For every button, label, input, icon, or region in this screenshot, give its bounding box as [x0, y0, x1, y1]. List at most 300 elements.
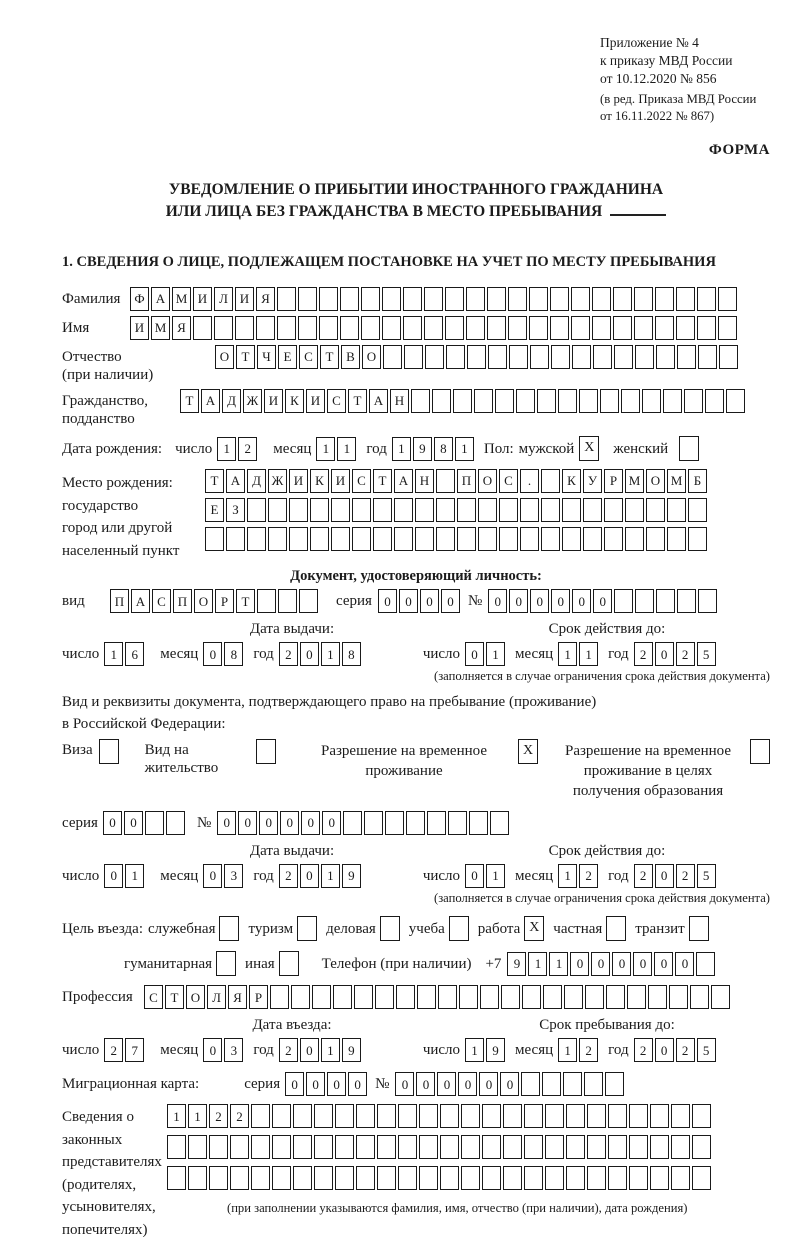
char-box[interactable]: Р — [604, 469, 623, 493]
char-box[interactable]: 1 — [321, 642, 340, 666]
char-box[interactable]: А — [131, 589, 150, 613]
char-box[interactable] — [340, 316, 359, 340]
char-box[interactable] — [383, 345, 402, 369]
char-box[interactable] — [440, 1166, 459, 1190]
char-box[interactable] — [314, 1135, 333, 1159]
char-box[interactable] — [398, 1135, 417, 1159]
char-box[interactable] — [230, 1135, 249, 1159]
char-box[interactable]: 1 — [558, 1038, 577, 1062]
char-box[interactable] — [655, 287, 674, 311]
char-box[interactable] — [583, 527, 602, 551]
char-box[interactable]: 1 — [558, 642, 577, 666]
char-box[interactable] — [373, 498, 392, 522]
char-box[interactable] — [592, 287, 611, 311]
char-box[interactable] — [600, 389, 619, 413]
char-box[interactable] — [167, 1166, 186, 1190]
char-box[interactable] — [453, 389, 472, 413]
char-box[interactable] — [209, 1166, 228, 1190]
char-box[interactable] — [543, 985, 562, 1009]
char-box[interactable] — [398, 1166, 417, 1190]
char-box[interactable]: 2 — [238, 437, 257, 461]
char-box[interactable]: К — [310, 469, 329, 493]
char-box[interactable] — [524, 1104, 543, 1128]
char-box[interactable] — [440, 1104, 459, 1128]
char-box[interactable] — [520, 498, 539, 522]
char-box[interactable]: Т — [180, 389, 199, 413]
char-box[interactable]: 1 — [337, 437, 356, 461]
purpose-private-checkbox[interactable] — [606, 916, 626, 941]
char-box[interactable]: А — [151, 287, 170, 311]
char-box[interactable] — [508, 316, 527, 340]
char-box[interactable] — [545, 1166, 564, 1190]
purpose-other-checkbox[interactable] — [279, 951, 299, 976]
char-box[interactable] — [373, 527, 392, 551]
char-box[interactable]: 1 — [217, 437, 236, 461]
char-box[interactable] — [508, 287, 527, 311]
char-box[interactable] — [272, 1135, 291, 1159]
char-box[interactable] — [629, 1104, 648, 1128]
char-box[interactable]: М — [151, 316, 170, 340]
char-box[interactable] — [677, 589, 696, 613]
char-box[interactable] — [587, 1135, 606, 1159]
char-box[interactable] — [530, 345, 549, 369]
temp-residence-education-checkbox[interactable] — [750, 739, 770, 764]
char-box[interactable] — [688, 527, 707, 551]
char-box[interactable] — [509, 345, 528, 369]
char-box[interactable] — [291, 985, 310, 1009]
char-box[interactable] — [293, 1166, 312, 1190]
char-box[interactable] — [692, 1104, 711, 1128]
char-box[interactable] — [205, 527, 224, 551]
char-box[interactable] — [356, 1135, 375, 1159]
char-box[interactable] — [394, 527, 413, 551]
char-box[interactable] — [214, 316, 233, 340]
char-box[interactable] — [698, 589, 717, 613]
char-box[interactable] — [650, 1135, 669, 1159]
char-box[interactable] — [459, 985, 478, 1009]
char-box[interactable]: И — [264, 389, 283, 413]
char-box[interactable] — [516, 389, 535, 413]
char-box[interactable]: 0 — [203, 864, 222, 888]
char-box[interactable]: А — [369, 389, 388, 413]
char-box[interactable] — [562, 498, 581, 522]
char-box[interactable] — [520, 527, 539, 551]
char-box[interactable]: 1 — [579, 642, 598, 666]
char-box[interactable] — [587, 1166, 606, 1190]
char-box[interactable]: О — [478, 469, 497, 493]
char-box[interactable] — [310, 498, 329, 522]
char-box[interactable] — [572, 345, 591, 369]
char-box[interactable]: Т — [236, 589, 255, 613]
char-box[interactable] — [676, 316, 695, 340]
char-box[interactable] — [394, 498, 413, 522]
char-box[interactable] — [293, 1104, 312, 1128]
char-box[interactable] — [584, 1072, 603, 1096]
char-box[interactable] — [635, 345, 654, 369]
char-box[interactable] — [461, 1135, 480, 1159]
char-box[interactable] — [411, 389, 430, 413]
char-box[interactable]: Ж — [243, 389, 262, 413]
male-checkbox[interactable]: X — [579, 436, 599, 461]
char-box[interactable] — [541, 498, 560, 522]
char-box[interactable] — [298, 316, 317, 340]
char-box[interactable] — [537, 389, 556, 413]
char-box[interactable] — [440, 1135, 459, 1159]
char-box[interactable] — [696, 952, 715, 976]
char-box[interactable] — [247, 527, 266, 551]
char-box[interactable] — [310, 527, 329, 551]
char-box[interactable] — [445, 287, 464, 311]
female-checkbox[interactable] — [679, 436, 699, 461]
char-box[interactable] — [592, 316, 611, 340]
char-box[interactable]: К — [562, 469, 581, 493]
char-box[interactable] — [319, 316, 338, 340]
char-box[interactable]: 0 — [488, 589, 507, 613]
char-box[interactable] — [270, 985, 289, 1009]
char-box[interactable] — [377, 1166, 396, 1190]
char-box[interactable]: М — [172, 287, 191, 311]
char-box[interactable] — [671, 1104, 690, 1128]
char-box[interactable]: 2 — [579, 864, 598, 888]
char-box[interactable] — [692, 1166, 711, 1190]
char-box[interactable] — [446, 345, 465, 369]
char-box[interactable]: Ж — [268, 469, 287, 493]
char-box[interactable]: Я — [172, 316, 191, 340]
char-box[interactable] — [522, 985, 541, 1009]
char-box[interactable] — [415, 527, 434, 551]
char-box[interactable]: О — [194, 589, 213, 613]
char-box[interactable] — [667, 527, 686, 551]
char-box[interactable] — [235, 316, 254, 340]
char-box[interactable]: 0 — [416, 1072, 435, 1096]
char-box[interactable]: 0 — [395, 1072, 414, 1096]
char-box[interactable] — [585, 985, 604, 1009]
char-box[interactable] — [289, 527, 308, 551]
char-box[interactable] — [542, 1072, 561, 1096]
char-box[interactable]: 0 — [551, 589, 570, 613]
char-box[interactable]: С — [352, 469, 371, 493]
char-box[interactable]: 1 — [528, 952, 547, 976]
char-box[interactable] — [545, 1135, 564, 1159]
char-box[interactable] — [448, 811, 467, 835]
char-box[interactable] — [646, 527, 665, 551]
char-box[interactable] — [482, 1166, 501, 1190]
char-box[interactable]: П — [457, 469, 476, 493]
char-box[interactable] — [656, 589, 675, 613]
char-box[interactable] — [566, 1135, 585, 1159]
char-box[interactable] — [364, 811, 383, 835]
char-box[interactable]: Л — [207, 985, 226, 1009]
char-box[interactable] — [541, 469, 560, 493]
char-box[interactable] — [629, 1166, 648, 1190]
char-box[interactable]: 3 — [224, 1038, 243, 1062]
char-box[interactable]: 0 — [479, 1072, 498, 1096]
char-box[interactable]: 0 — [285, 1072, 304, 1096]
char-box[interactable] — [550, 316, 569, 340]
char-box[interactable] — [445, 316, 464, 340]
char-box[interactable] — [499, 527, 518, 551]
char-box[interactable]: 0 — [655, 642, 674, 666]
char-box[interactable]: 1 — [455, 437, 474, 461]
purpose-transit-checkbox[interactable] — [689, 916, 709, 941]
char-box[interactable] — [719, 345, 738, 369]
char-box[interactable]: 1 — [558, 864, 577, 888]
char-box[interactable]: 0 — [500, 1072, 519, 1096]
char-box[interactable] — [396, 985, 415, 1009]
char-box[interactable] — [587, 1104, 606, 1128]
char-box[interactable]: 0 — [593, 589, 612, 613]
char-box[interactable]: 0 — [104, 864, 123, 888]
char-box[interactable]: 0 — [217, 811, 236, 835]
char-box[interactable] — [564, 985, 583, 1009]
char-box[interactable]: 0 — [238, 811, 257, 835]
char-box[interactable] — [419, 1166, 438, 1190]
char-box[interactable] — [482, 1104, 501, 1128]
char-box[interactable] — [403, 316, 422, 340]
char-box[interactable]: И — [289, 469, 308, 493]
char-box[interactable] — [688, 498, 707, 522]
char-box[interactable]: 0 — [675, 952, 694, 976]
char-box[interactable] — [529, 316, 548, 340]
char-box[interactable] — [382, 316, 401, 340]
char-box[interactable] — [566, 1104, 585, 1128]
char-box[interactable] — [427, 811, 446, 835]
char-box[interactable]: 6 — [125, 642, 144, 666]
char-box[interactable] — [343, 811, 362, 835]
char-box[interactable] — [524, 1135, 543, 1159]
char-box[interactable]: 0 — [437, 1072, 456, 1096]
char-box[interactable]: 0 — [300, 642, 319, 666]
char-box[interactable]: 1 — [104, 642, 123, 666]
char-box[interactable]: 2 — [104, 1038, 123, 1062]
char-box[interactable] — [488, 345, 507, 369]
char-box[interactable] — [474, 389, 493, 413]
char-box[interactable] — [625, 527, 644, 551]
char-box[interactable] — [417, 985, 436, 1009]
char-box[interactable] — [377, 1135, 396, 1159]
char-box[interactable] — [298, 287, 317, 311]
char-box[interactable]: 3 — [224, 864, 243, 888]
char-box[interactable] — [314, 1104, 333, 1128]
char-box[interactable] — [167, 1135, 186, 1159]
char-box[interactable] — [692, 1135, 711, 1159]
purpose-official-checkbox[interactable] — [219, 916, 239, 941]
char-box[interactable]: 2 — [634, 642, 653, 666]
char-box[interactable]: 0 — [203, 1038, 222, 1062]
char-box[interactable] — [424, 316, 443, 340]
char-box[interactable] — [404, 345, 423, 369]
char-box[interactable] — [646, 498, 665, 522]
char-box[interactable] — [562, 527, 581, 551]
char-box[interactable]: 1 — [316, 437, 335, 461]
char-box[interactable] — [230, 1166, 249, 1190]
char-box[interactable]: Л — [214, 287, 233, 311]
char-box[interactable]: Ф — [130, 287, 149, 311]
char-box[interactable] — [247, 498, 266, 522]
char-box[interactable] — [650, 1104, 669, 1128]
char-box[interactable]: 1 — [125, 864, 144, 888]
char-box[interactable] — [551, 345, 570, 369]
char-box[interactable] — [608, 1166, 627, 1190]
char-box[interactable] — [354, 985, 373, 1009]
char-box[interactable] — [487, 287, 506, 311]
char-box[interactable] — [432, 389, 451, 413]
char-box[interactable] — [319, 287, 338, 311]
char-box[interactable] — [188, 1166, 207, 1190]
char-box[interactable] — [312, 985, 331, 1009]
purpose-work-checkbox[interactable]: X — [524, 916, 544, 941]
purpose-tourism-checkbox[interactable] — [297, 916, 317, 941]
char-box[interactable]: 2 — [676, 642, 695, 666]
char-box[interactable] — [166, 811, 185, 835]
char-box[interactable]: Т — [348, 389, 367, 413]
char-box[interactable]: Т — [320, 345, 339, 369]
char-box[interactable] — [256, 316, 275, 340]
char-box[interactable] — [698, 345, 717, 369]
char-box[interactable] — [257, 589, 276, 613]
char-box[interactable] — [503, 1104, 522, 1128]
char-box[interactable] — [335, 1104, 354, 1128]
char-box[interactable] — [671, 1166, 690, 1190]
char-box[interactable]: 0 — [300, 1038, 319, 1062]
char-box[interactable]: 0 — [322, 811, 341, 835]
char-box[interactable]: 0 — [378, 589, 397, 613]
char-box[interactable] — [487, 316, 506, 340]
char-box[interactable] — [480, 985, 499, 1009]
char-box[interactable]: 1 — [549, 952, 568, 976]
char-box[interactable] — [385, 811, 404, 835]
char-box[interactable] — [193, 316, 212, 340]
char-box[interactable]: П — [173, 589, 192, 613]
char-box[interactable]: Т — [165, 985, 184, 1009]
char-box[interactable]: Я — [228, 985, 247, 1009]
char-box[interactable]: 0 — [655, 1038, 674, 1062]
char-box[interactable] — [524, 1166, 543, 1190]
char-box[interactable] — [684, 389, 703, 413]
char-box[interactable]: 1 — [321, 1038, 340, 1062]
char-box[interactable]: 2 — [676, 1038, 695, 1062]
char-box[interactable] — [466, 316, 485, 340]
char-box[interactable]: З — [226, 498, 245, 522]
char-box[interactable]: 9 — [342, 864, 361, 888]
char-box[interactable]: 0 — [124, 811, 143, 835]
char-box[interactable]: 0 — [633, 952, 652, 976]
char-box[interactable]: 1 — [486, 864, 505, 888]
char-box[interactable] — [613, 316, 632, 340]
char-box[interactable] — [495, 389, 514, 413]
char-box[interactable]: 5 — [697, 864, 716, 888]
char-box[interactable] — [268, 527, 287, 551]
char-box[interactable] — [375, 985, 394, 1009]
char-box[interactable] — [634, 316, 653, 340]
char-box[interactable]: А — [201, 389, 220, 413]
char-box[interactable]: Ч — [257, 345, 276, 369]
char-box[interactable] — [614, 589, 633, 613]
char-box[interactable] — [529, 287, 548, 311]
char-box[interactable] — [718, 316, 737, 340]
char-box[interactable] — [251, 1166, 270, 1190]
char-box[interactable]: К — [285, 389, 304, 413]
char-box[interactable] — [648, 985, 667, 1009]
char-box[interactable]: Т — [236, 345, 255, 369]
char-box[interactable]: 8 — [434, 437, 453, 461]
char-box[interactable]: 5 — [697, 1038, 716, 1062]
char-box[interactable] — [545, 1104, 564, 1128]
char-box[interactable] — [718, 287, 737, 311]
char-box[interactable] — [268, 498, 287, 522]
char-box[interactable] — [499, 498, 518, 522]
char-box[interactable] — [293, 1135, 312, 1159]
char-box[interactable] — [677, 345, 696, 369]
residence-permit-checkbox[interactable] — [256, 739, 276, 764]
char-box[interactable] — [625, 498, 644, 522]
char-box[interactable]: О — [646, 469, 665, 493]
char-box[interactable]: 2 — [634, 864, 653, 888]
char-box[interactable]: С — [144, 985, 163, 1009]
char-box[interactable] — [377, 1104, 396, 1128]
char-box[interactable]: И — [193, 287, 212, 311]
char-box[interactable]: М — [667, 469, 686, 493]
char-box[interactable] — [145, 811, 164, 835]
char-box[interactable] — [608, 1104, 627, 1128]
char-box[interactable] — [457, 498, 476, 522]
char-box[interactable] — [333, 985, 352, 1009]
char-box[interactable] — [697, 316, 716, 340]
char-box[interactable]: 1 — [486, 642, 505, 666]
char-box[interactable] — [415, 498, 434, 522]
char-box[interactable] — [711, 985, 730, 1009]
char-box[interactable]: 0 — [103, 811, 122, 835]
char-box[interactable]: 2 — [209, 1104, 228, 1128]
char-box[interactable]: Р — [249, 985, 268, 1009]
char-box[interactable]: 1 — [465, 1038, 484, 1062]
char-box[interactable]: 2 — [634, 1038, 653, 1062]
char-box[interactable]: . — [520, 469, 539, 493]
char-box[interactable] — [331, 498, 350, 522]
char-box[interactable] — [571, 316, 590, 340]
char-box[interactable]: 0 — [530, 589, 549, 613]
purpose-study-checkbox[interactable] — [449, 916, 469, 941]
char-box[interactable]: 0 — [655, 864, 674, 888]
char-box[interactable]: 0 — [301, 811, 320, 835]
char-box[interactable]: Н — [415, 469, 434, 493]
char-box[interactable] — [671, 1135, 690, 1159]
char-box[interactable]: 0 — [465, 642, 484, 666]
char-box[interactable] — [398, 1104, 417, 1128]
char-box[interactable] — [667, 498, 686, 522]
char-box[interactable]: И — [331, 469, 350, 493]
char-box[interactable] — [469, 811, 488, 835]
char-box[interactable] — [503, 1166, 522, 1190]
char-box[interactable] — [331, 527, 350, 551]
char-box[interactable] — [650, 1166, 669, 1190]
char-box[interactable]: 0 — [570, 952, 589, 976]
char-box[interactable] — [521, 1072, 540, 1096]
char-box[interactable] — [419, 1135, 438, 1159]
char-box[interactable] — [482, 1135, 501, 1159]
char-box[interactable] — [697, 287, 716, 311]
char-box[interactable]: О — [186, 985, 205, 1009]
char-box[interactable]: 0 — [399, 589, 418, 613]
char-box[interactable] — [461, 1104, 480, 1128]
char-box[interactable]: 0 — [327, 1072, 346, 1096]
char-box[interactable]: 0 — [300, 864, 319, 888]
char-box[interactable]: 0 — [591, 952, 610, 976]
char-box[interactable] — [635, 589, 654, 613]
char-box[interactable]: Т — [373, 469, 392, 493]
char-box[interactable]: 0 — [280, 811, 299, 835]
char-box[interactable]: 2 — [676, 864, 695, 888]
